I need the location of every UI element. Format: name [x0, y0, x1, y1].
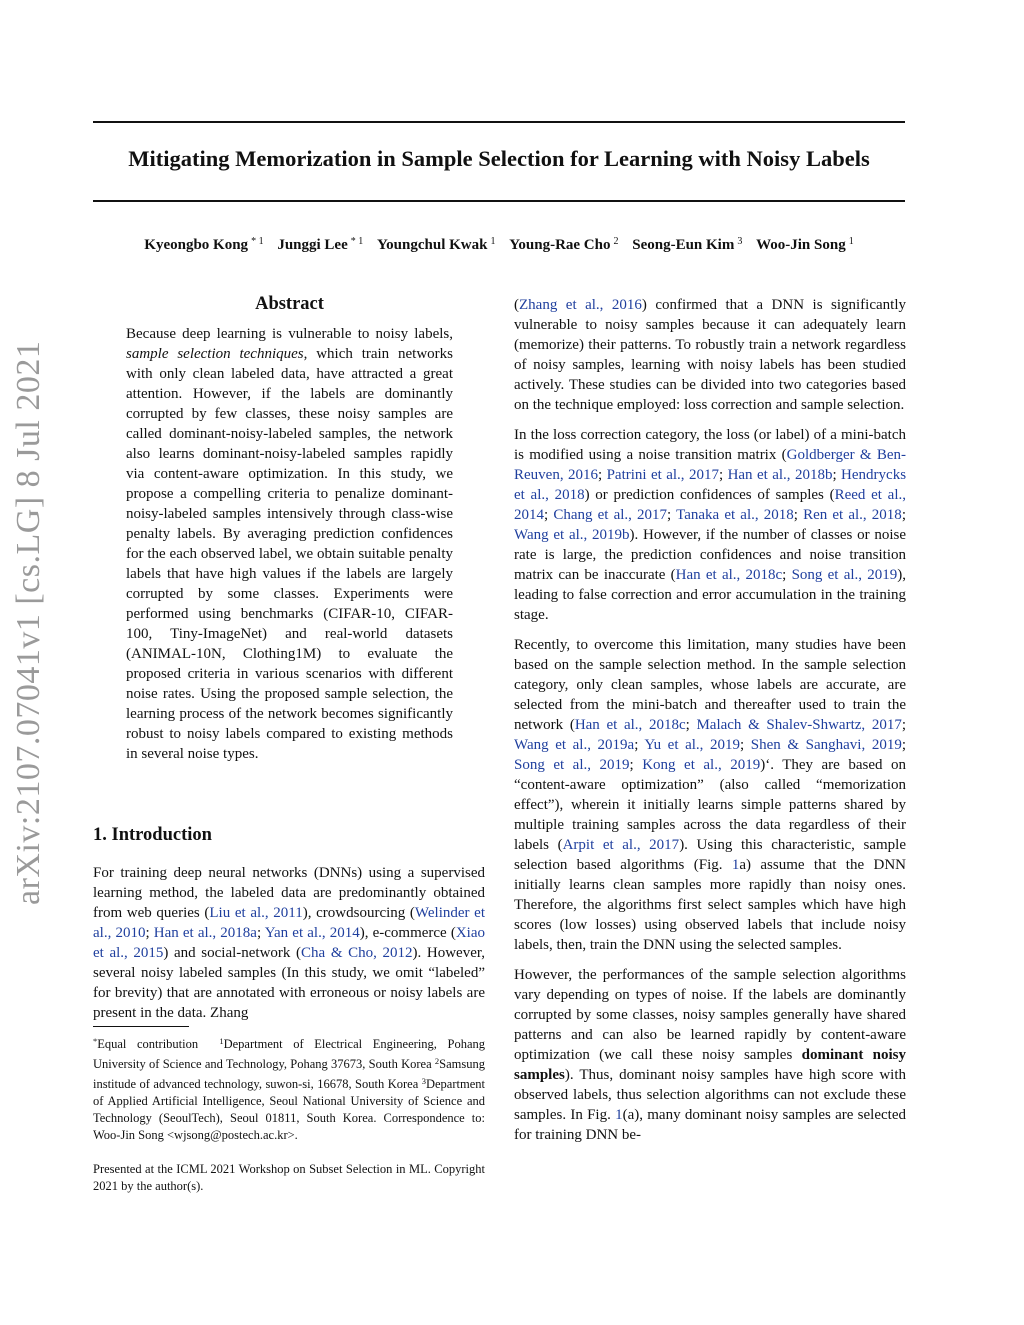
citation-link[interactable]: Ren et al., 2018 [803, 507, 902, 523]
citation-link[interactable]: Cha & Cho, 2012 [301, 945, 413, 961]
citation-link[interactable]: Han et al., 2018a [153, 925, 257, 941]
author: Seong-Eun Kim $^3$ [632, 236, 743, 253]
paragraph: Recently, to overcome this limitation, many studies have been based on the sample selection method. In the sample selection category, only clean samples, whose labels are accurate, are selected from the mini-batch and thereafter used to train the network (Han et al., 2018c; Malach & Shalev-Shwartz, 2017; Wang et al., 2019a; Yu et al., 2019; Shen & Sanghavi, 2019; Song et al., 2019; Kong et al., 2019)‘. They are based on “content-aware optimization” (also called “memorization effect”), wherein it initially learns simple patterns shared by multiple training samples across the data regardless of their labels (Arpit et al., 2017). Using this characteristic, sample selection based algorithms (Fig. 1a) assume that the DNN initially learns clean samples more rapidly than noisy ones. Therefore, the algorithms first select samples which have high scores (low losses) using observed labels that include noisy labels, then, train the DNN using the selected samples. [514, 637, 907, 953]
abstract-section [126, 292, 453, 774]
citation-link[interactable]: Malach & Shalev-Shwartz, 2017 [696, 717, 902, 733]
citation-link[interactable]: Shen & Sanghavi, 2019 [750, 737, 902, 753]
affiliation-footnote: *Equal contribution $^1$Department of Electrical Engineering, Pohang University of Science and Technology, Pohang 37673, South Korea $^2$Samsung institude of advanced technology, suwon-si, 16678, South Korea $^3$Department of Applied Artificial Intelligence, Seoul National University of Science and Technology (SeoulTech), Seoul 01811, South Korea. Correspondence to: Woo-Jin Song <wjsong@postech.ac.kr>. [93, 1036, 486, 1142]
author: Kyeongbo Kong $^{* 1}$ [144, 236, 264, 253]
citation-link[interactable]: Song et al., 2019 [791, 567, 898, 583]
citation-link[interactable]: Han et al., 2018c [675, 567, 783, 583]
footnote-rule [93, 1026, 189, 1027]
citation-link[interactable]: Yan et al., 2014 [264, 925, 360, 941]
citation-link[interactable]: Wang et al., 2019a [514, 737, 635, 753]
introduction-section [93, 823, 485, 1033]
paragraph: (Zhang et al., 2016) confirmed that a DNN is significantly vulnerable to noisy samples because it can adequately learn (memorize) their patterns. To robustly train a network regardless of noisy samples, learning with noisy labels has been studied actively. These studies can be divided into two categories based on the technique employed: loss correction and sample selection. [514, 297, 906, 413]
arxiv-identifier[interactable]: arXiv:2107.07041v1 [cs.LG] 8 Jul 2021 [10, 340, 47, 905]
author: Youngchul Kwak $^1$ [377, 236, 496, 253]
author: Young-Rae Cho $^2$ [509, 236, 619, 253]
author-list [93, 236, 905, 254]
title-top-rule [93, 121, 905, 123]
citation-link[interactable]: Hendrycks et al., 2018 [514, 467, 907, 503]
citation-link[interactable]: Xiao et al., 2015 [93, 925, 485, 961]
author: Woo-Jin Song $^1$ [756, 236, 854, 253]
citation-link[interactable]: Chang et al., 2017 [553, 507, 668, 523]
citation-link[interactable]: Song et al., 2019 [514, 757, 630, 773]
footnotes [93, 1033, 485, 1212]
citation-link[interactable]: Patrini et al., 2017 [606, 467, 719, 483]
citation-link[interactable]: Welinder et al., 2010 [93, 905, 485, 941]
citation-link[interactable]: Han et al., 2018b [727, 467, 833, 483]
citation-link[interactable]: Yu et al., 2019 [644, 737, 741, 753]
introduction-heading: 1. Introduction [93, 825, 212, 845]
figure-link[interactable]: 1 [731, 857, 740, 873]
paper-title: Mitigating Memorization in Sample Selection for Learning with Noisy Labels [128, 146, 870, 171]
figure-link[interactable]: 1 [615, 1107, 623, 1123]
citation-link[interactable]: Arpit et al., 2017 [562, 837, 680, 853]
author: Junggi Lee $^{* 1}$ [277, 236, 364, 253]
citation-link[interactable]: Zhang et al., 2016 [519, 297, 642, 313]
citation-link[interactable]: Han et al., 2018c [574, 717, 686, 733]
right-column [514, 295, 906, 1155]
paragraph: In the loss correction category, the loss (or label) of a mini-batch is modified using a noise transition matrix (Goldberger & Ben-Reuven, 2016; Patrini et al., 2017; Han et al., 2018b; Hendrycks et al., 2018) or prediction confidences of samples (Reed et al., 2014; Chang et al., 2017; Tanaka et al., 2018; Ren et al., 2018; Wang et al., 2019b). However, if the number of classes or noise rate is large, the prediction confidences and noise transition matrix can be inaccurate (Han et al., 2018c; Song et al., 2019), leading to false correction and error accumulation in the training stage. [514, 427, 907, 623]
abstract-heading: Abstract [255, 294, 324, 314]
intro-paragraph: For training deep neural networks (DNNs) using a supervised learning method, the labeled data are predominantly obtained from web queries (Liu et al., 2011), crowdsourcing (Welinder et al., 2010; Han et al., 2018a; Yan et al., 2014), e-commerce (Xiao et al., 2015) and social-network (Cha & Cho, 2012). However, several noisy labeled samples (In this study, we omit “labeled” for brevity) that are annotated with erroneous or noisy labels are present in the data. Zhang [93, 865, 485, 1021]
abstract-text: Because deep learning is vulnerable to noisy labels, sample selection techniques, which train networks with only clean labeled data, have attracted a great attention. However, if the labels are dominantly corrupted by few classes, these noisy samples are called dominant-noisy-labeled samples, the network also learns dominant-noisy-labeled samples rapidly via content-aware optimization. In this study, we propose a compelling criteria to penalize dominant-noisy-labeled samples intensively through class-wise penalty labels. By averaging prediction confidences for the each observed label, we obtain suitable penalty labels that have high values if the labels are largely corrupted by some classes. Experiments were performed using benchmarks (CIFAR-10, CIFAR-100, Tiny-ImageNet) and real-world datasets (ANIMAL-10N, Clothing1M) to evaluate the proposed criteria in various scenarios with different noise rates. Using the proposed sample selection, the learning process of the network becomes significantly robust to noisy labels compared to existing methods in several noise types. [126, 326, 453, 762]
citation-link[interactable]: Tanaka et al., 2018 [676, 507, 794, 523]
citation-link[interactable]: Kong et al., 2019 [642, 757, 761, 773]
citation-link[interactable]: Wang et al., 2019b [514, 527, 630, 543]
title-bottom-rule [93, 200, 905, 202]
citation-link[interactable]: Liu et al., 2011 [209, 905, 303, 921]
presented-note: Presented at the ICML 2021 Workshop on Subset Selection in ML. Copyright 2021 by the author(s). [93, 1162, 485, 1193]
citation-link[interactable]: Reed et al., 2014 [514, 487, 906, 523]
citation-link[interactable]: Goldberger & Ben-Reuven, 2016 [514, 447, 906, 483]
paragraph: However, the performances of the sample selection algorithms vary depending on types of noise. If the labels are dominantly corrupted by some classes, noisy samples generally have shared patterns and can also be learned rapidly by content-aware optimization (we call these noisy samples dominant noisy samples). Thus, dominant noisy samples have high score with observed labels, thus selection algorithms can not exclude these samples. In Fig. 1(a), many dominant noisy samples are selected for training DNN be- [514, 967, 906, 1143]
